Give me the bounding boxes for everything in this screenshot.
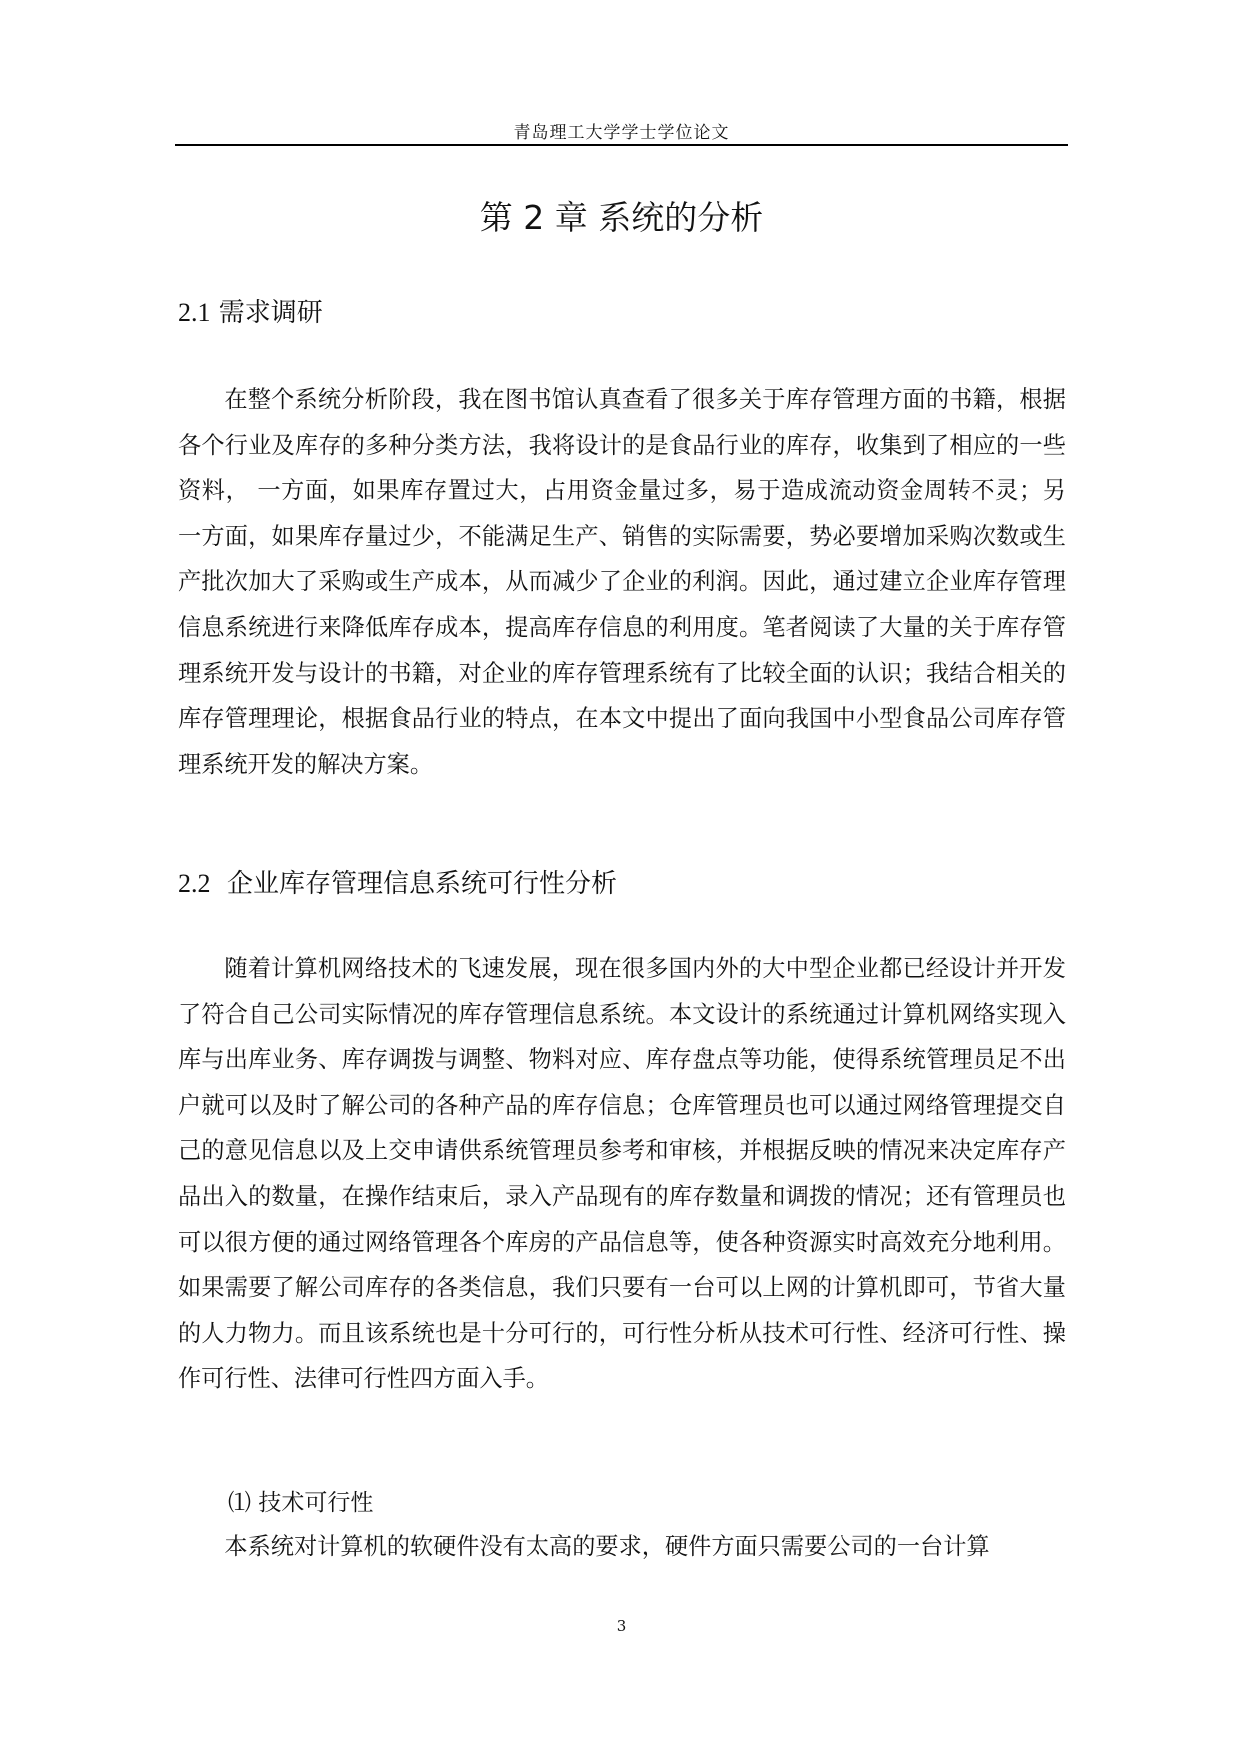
- section-heading-2-1: [178, 292, 323, 329]
- header-title: 青岛理工大学学士学位论文: [513, 123, 730, 143]
- section-heading-2-2: [178, 863, 617, 900]
- section-title: 需求调研: [218, 298, 323, 328]
- paragraph-feasibility: 随着计算机网络技术的飞速发展，现在很多国内外的大中型企业都已经设计并开发了符合自己公司实际情况的库存管理信息系统。本文设计的系统通过计算机网络实现入库与出库业务、库存调拨与调整、物料对应、库存盘点等功能，使得系统管理员足不出户就可以及时了解公司的各种产品的库存信息；仓库管理员也可以通过网络管理提交自己的意见信息以及上交申请供系统管理员参考和审核，并根据反映的情况来决定库存产品出入的数量，在操作结束后，录入产品现有的库存数量和调拨的情况；还有管理员也可以很方便的通过网络管理各个库房的产品信息等，使各种资源实时高效充分地利用。如果需要了解公司库存的各类信息，我们只要有一台可以上网的计算机即可，节省大量的人力物力。而且该系统也是十分可行的，可行性分析从技术可行性、经济可行性、操作可行性、法律可行性四方面入手。: [178, 955, 1066, 1393]
- subitem-technical-feasibility: [228, 1484, 373, 1517]
- chapter-title: 第 2 章 系统的分析: [479, 198, 764, 237]
- subitem-title: 技术可行性: [258, 1490, 374, 1516]
- section-number: 2.1: [178, 298, 211, 327]
- section-title: 企业库存管理信息系统可行性分析: [227, 869, 618, 899]
- section-number: 2.2: [178, 869, 211, 898]
- subitem-marker: ⑴: [228, 1490, 251, 1516]
- page-header: [175, 112, 1068, 146]
- paragraph-requirements: 在整个系统分析阶段，我在图书馆认真查看了很多关于库存管理方面的书籍，根据各个行业及库存的多种分类方法，我将设计的是食品行业的库存，收集到了相应的一些资料， 一方面，如果库存置过大，占用资金量过多，易于造成流动资金周转不灵；另一方面，如果库存量过少，不能满足生产、销售的实际需要，势必要增加采购次数或生产批次加大了采购或生产成本，从而减少了企业的利润。因此，通过建立企业库存管理信息系统进行来降低库存成本，提高库存信息的利用度。笔者阅读了大量的关于库存管理系统开发与设计的书籍，对企业的库存管理系统有了比较全面的认识；我结合相关的库存管理理论，根据食品行业的特点，在本文中提出了面向我国中小型食品公司库存管理系统开发的解决方案。: [178, 386, 1066, 778]
- paragraph-technical: 本系统对计算机的软硬件没有太高的要求，硬件方面只需要公司的一台计算: [224, 1533, 990, 1560]
- page-number: 3: [616, 1617, 627, 1635]
